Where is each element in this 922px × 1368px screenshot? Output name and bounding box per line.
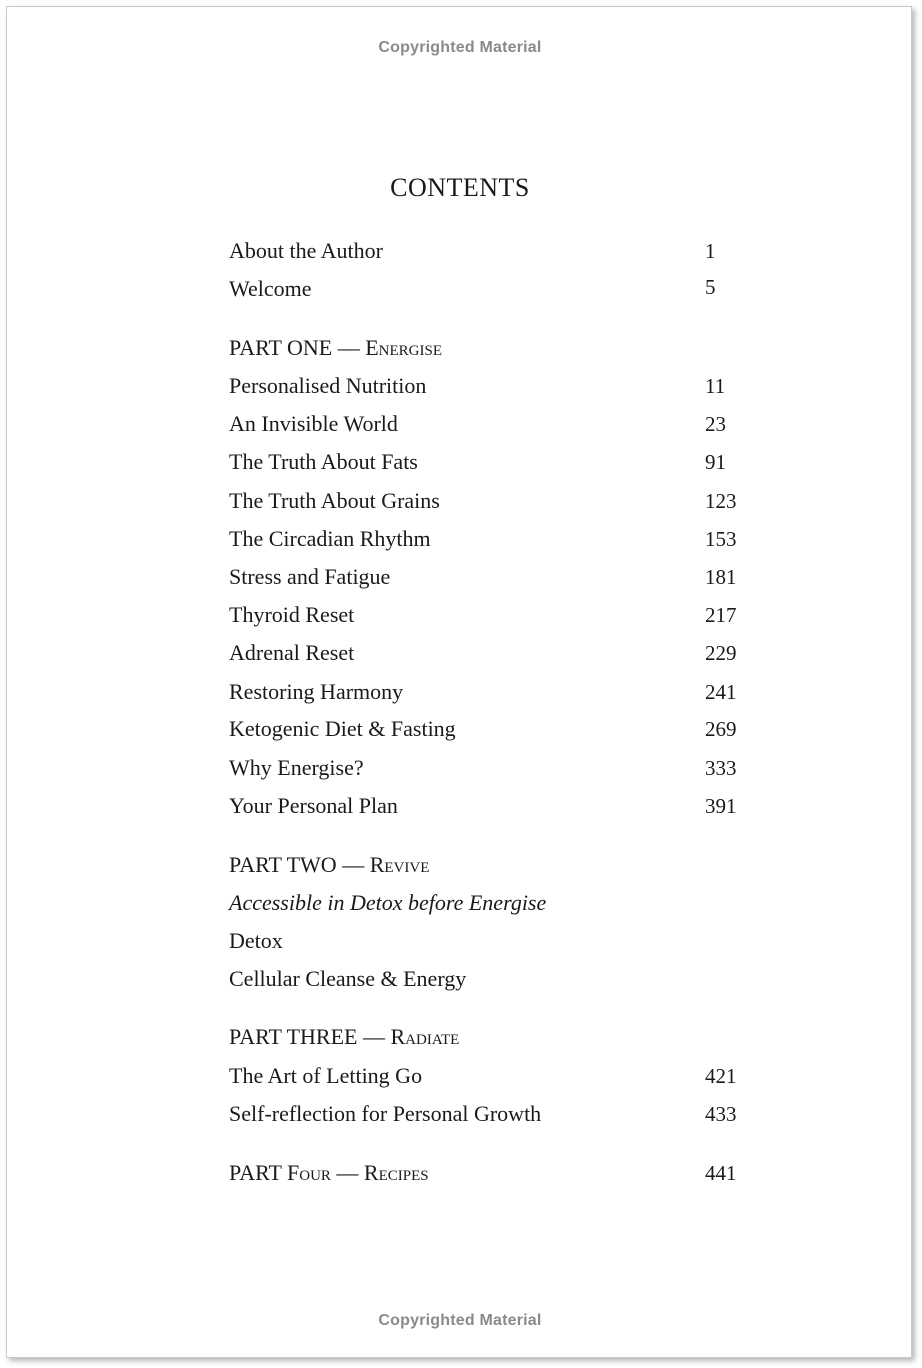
toc-entry-page: 91 (705, 450, 726, 474)
toc-entry-page: 269 (705, 717, 737, 741)
toc-entry-title: The Art of Letting Go (229, 1063, 423, 1088)
toc-entry-page: 217 (705, 603, 737, 627)
toc-entry-title: About the Author (229, 238, 383, 263)
toc-entry-title: Self-reflection for Personal Growth (229, 1101, 542, 1126)
part-name: Recipes (363, 1160, 429, 1185)
toc-entry-page: 433 (705, 1102, 737, 1126)
part-four-heading (229, 1160, 429, 1186)
toc-entry-page: 421 (705, 1064, 737, 1088)
toc-entry-title: Ketogenic Diet & Fasting (229, 716, 456, 741)
toc-entry-title: The Truth About Grains (229, 488, 440, 513)
toc-entry-title: The Truth About Fats (229, 449, 418, 474)
toc-entry-page: 241 (705, 680, 737, 704)
toc-entry-title: Adrenal Reset (229, 640, 355, 665)
toc-entry-page: 333 (705, 756, 737, 780)
book-page (6, 6, 912, 1358)
contents-heading: CONTENTS (390, 173, 530, 202)
part-dash: — (357, 1024, 391, 1049)
toc-entry-page: 1 (705, 239, 716, 263)
toc-entry-page: 391 (705, 794, 737, 818)
part-dash: — (332, 335, 366, 360)
part-label: PART TWO (229, 852, 337, 877)
part-dash: — (330, 1160, 364, 1185)
part-name: Energise (365, 335, 442, 360)
toc-entry-title: Stress and Fatigue (229, 564, 391, 589)
watermark-top: Copyrighted Material (378, 39, 542, 56)
part-dash: — (336, 852, 370, 877)
toc-entry-page: 441 (705, 1161, 737, 1185)
toc-entry-page: 153 (705, 527, 737, 551)
watermark-bottom: Copyrighted Material (378, 1312, 542, 1329)
toc-entry-title: Cellular Cleanse & Energy (229, 966, 467, 991)
toc-entry-page: 11 (705, 374, 726, 398)
part-one-heading (229, 335, 442, 361)
toc-entry-title: The Circadian Rhythm (229, 526, 431, 551)
part-name: Radiate (390, 1024, 460, 1049)
toc-entry-title: Personalised Nutrition (229, 373, 427, 398)
part-label: PART ONE (229, 335, 333, 360)
part-name: Revive (369, 852, 430, 877)
part-three-heading (229, 1024, 459, 1050)
toc-entry-title: Your Personal Plan (229, 793, 398, 818)
toc-entry-page: 5 (705, 275, 716, 299)
toc-entry-page: 181 (705, 565, 737, 589)
toc-entry-title: An Invisible World (229, 411, 398, 436)
part-two-heading (229, 852, 429, 878)
toc-entry-page: 229 (705, 641, 737, 665)
part-label-word: Four (287, 1160, 331, 1185)
toc-entry-title: Detox (229, 928, 283, 953)
toc-entry-title: Why Energise? (229, 755, 364, 780)
toc-entry-page: 123 (705, 489, 737, 513)
part-label: PART (229, 1160, 287, 1185)
toc-entry-page: 23 (705, 412, 726, 436)
toc-entry-title: Welcome (229, 276, 312, 301)
toc-entry-title: Thyroid Reset (229, 602, 355, 627)
part-label: PART THREE (229, 1024, 358, 1049)
part-two-note: Accessible in Detox before Energise (229, 890, 547, 915)
toc-entry-title: Restoring Harmony (229, 679, 404, 704)
